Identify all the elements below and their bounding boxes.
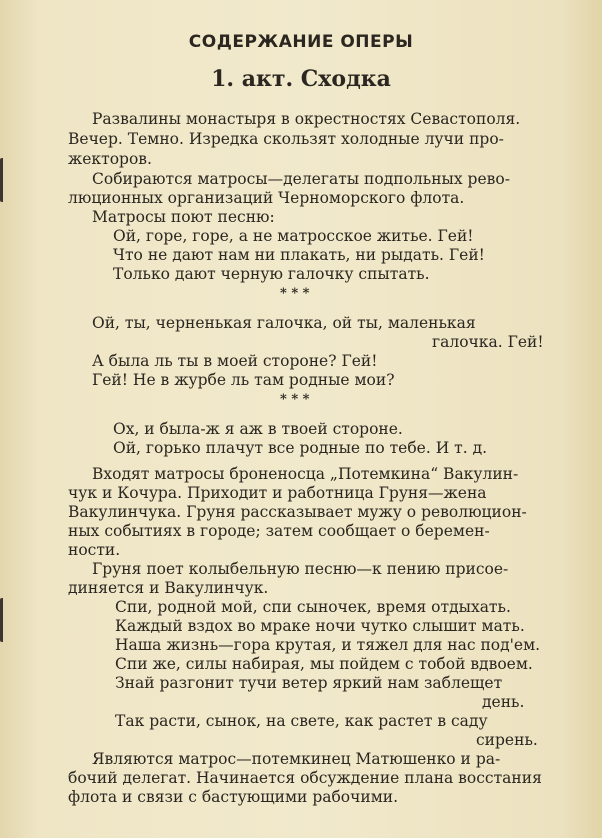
song-line: Ой, горе, горе, а не матросское житье. Гей! <box>113 227 474 245</box>
text-line: ных событиях в городе; затем сообщает о беремен- <box>68 522 490 540</box>
text-line: Матросы поют песню: <box>92 208 275 226</box>
separator-stars: * * * <box>280 392 310 407</box>
song-line: Что не дают нам ни плакать, ни рыдать. Гей! <box>113 246 485 264</box>
text-line: люционных организаций Черноморского флота. <box>68 189 465 207</box>
text-line: флота и связи с бастующими рабочими. <box>68 788 399 806</box>
song-line: Знай разгонит тучи ветер яркий нам заблещет <box>115 674 503 692</box>
song-line: Каждый вздох во мраке ночи чутко слышит мать. <box>115 617 525 635</box>
text-line: чук и Кочура. Приходит и работница Груня—жена <box>68 484 487 502</box>
song-line: Ой, горько плачут все родные по тебе. И т. д. <box>113 439 488 457</box>
song-line: Спи, родной мой, спи сыночек, время отдыхать. <box>115 598 511 616</box>
song-line: Спи же, силы набирая, мы пойдем с тобой вдвоем. <box>115 655 533 673</box>
song-line: галочка. Гей! <box>432 333 544 351</box>
text-line: ности. <box>68 541 121 559</box>
text-line: Развалины монастыря в окрестностях Севастополя. <box>92 110 521 128</box>
song-line: Гей! Не в журбе ль там родные мои? <box>92 371 395 389</box>
text-line: Являются матрос—потемкинец Матюшенко и ра- <box>92 750 501 768</box>
song-line: Так расти, сынок, на свете, как растет в саду <box>115 712 488 730</box>
song-line: день. <box>482 693 525 711</box>
text-line: диняется и Вакулинчук. <box>68 579 269 597</box>
page-title: СОДЕРЖАНИЕ ОПЕРЫ <box>188 32 414 52</box>
text-line: Вакулинчука. Груня рассказывает мужу о революцион- <box>68 503 527 521</box>
staple-mark <box>0 598 11 642</box>
song-line: Только дают черную галочку спытать. <box>113 265 430 283</box>
staple-mark <box>0 158 11 202</box>
song-line: Ой, ты, черненькая галочка, ой ты, маленькая <box>92 314 476 332</box>
text-line: Собираются матросы—делегаты подпольных рево- <box>92 170 510 188</box>
song-line: А была ль ты в моей стороне? Гей! <box>92 352 378 370</box>
text-line: бочий делегат. Начинается обсуждение плана восстания <box>68 769 542 787</box>
text-line: Вечер. Темно. Изредка скользят холодные лучи про- <box>68 130 504 148</box>
act-heading: 1. акт. Сходка <box>211 66 391 92</box>
song-line: Ох, и была-ж я аж в твоей стороне. <box>113 420 403 438</box>
song-line: Наша жизнь—гора крутая, и тяжел для нас под'ем. <box>115 636 541 654</box>
text-line: Груня поет колыбельную песню—к пению присое- <box>92 560 509 578</box>
text-line: жекторов. <box>68 150 152 168</box>
separator-stars: * * * <box>280 286 310 301</box>
song-line: сирень. <box>476 731 538 749</box>
text-line: Входят матросы броненосца „Потемкина“ Вакулин- <box>92 465 519 483</box>
